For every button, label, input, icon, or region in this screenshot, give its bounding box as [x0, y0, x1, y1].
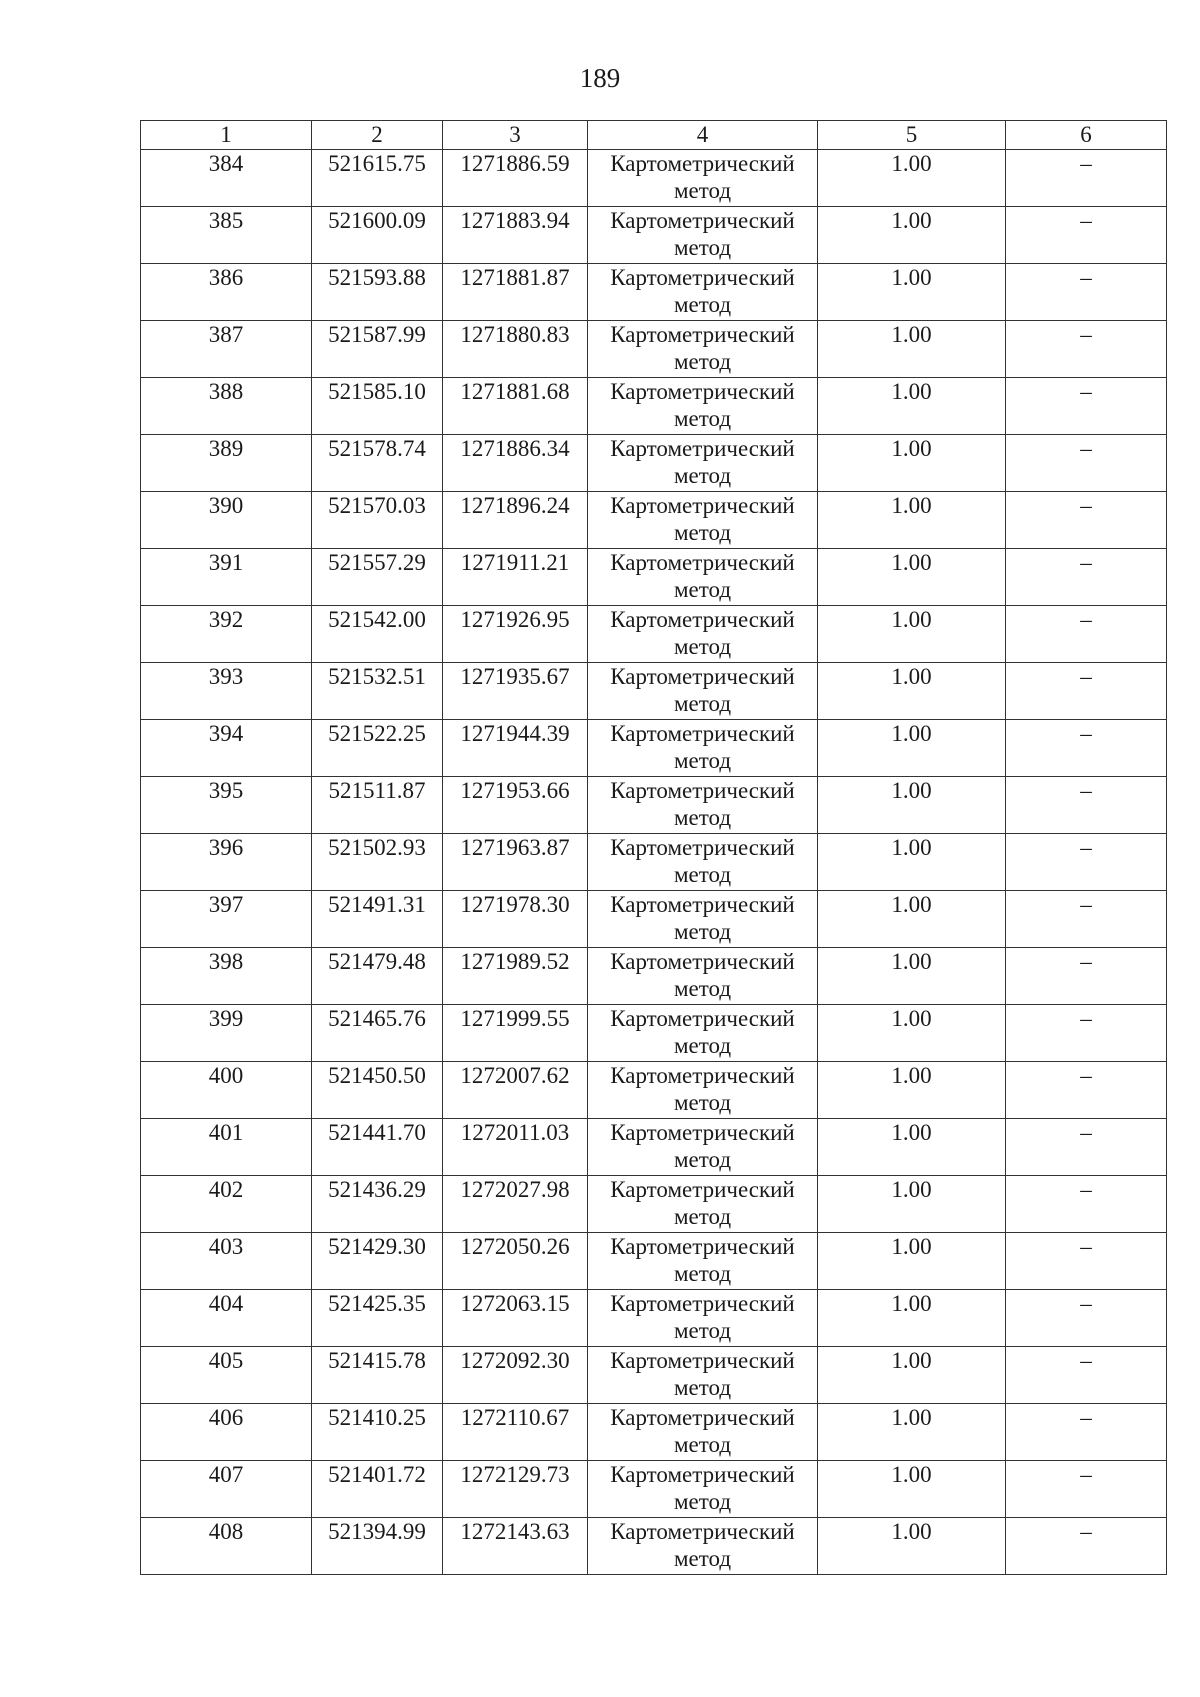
table-row	[141, 1518, 1167, 1575]
coordinate-x: 521450.50	[312, 1062, 443, 1119]
accuracy-value: 1.00	[818, 663, 1006, 720]
method-cell	[588, 1461, 818, 1518]
column-6-value: –	[1006, 435, 1167, 492]
method-text-line1: Картометрический	[610, 1462, 795, 1487]
column-6-value: –	[1006, 720, 1167, 777]
coordinate-x: 521441.70	[312, 1119, 443, 1176]
point-number: 392	[141, 606, 312, 663]
method-cell	[588, 606, 818, 663]
method-cell	[588, 1005, 818, 1062]
column-6-value: –	[1006, 1005, 1167, 1062]
table-row	[141, 1119, 1167, 1176]
coordinate-x: 521570.03	[312, 492, 443, 549]
coordinate-y: 1271886.59	[443, 150, 588, 207]
column-6-value: –	[1006, 1233, 1167, 1290]
coordinate-x: 521522.25	[312, 720, 443, 777]
coordinate-y: 1271978.30	[443, 891, 588, 948]
coordinate-x: 521425.35	[312, 1290, 443, 1347]
coordinate-x: 521415.78	[312, 1347, 443, 1404]
coordinate-y: 1271953.66	[443, 777, 588, 834]
coordinate-x: 521479.48	[312, 948, 443, 1005]
method-text-line2: метод	[673, 1375, 732, 1400]
column-6-value: –	[1006, 606, 1167, 663]
column-6-value: –	[1006, 492, 1167, 549]
point-number: 398	[141, 948, 312, 1005]
method-text-line1: Картометрический	[610, 493, 795, 518]
table-row	[141, 321, 1167, 378]
coordinate-y: 1271911.21	[443, 549, 588, 606]
method-text-line1: Картометрический	[610, 1120, 795, 1145]
method-text-line2: метод	[673, 976, 732, 1001]
accuracy-value: 1.00	[818, 1005, 1006, 1062]
method-text-line1: Картометрический	[610, 151, 795, 176]
accuracy-value: 1.00	[818, 435, 1006, 492]
method-cell	[588, 264, 818, 321]
coordinate-y: 1271896.24	[443, 492, 588, 549]
point-number: 393	[141, 663, 312, 720]
accuracy-value: 1.00	[818, 1347, 1006, 1404]
column-6-value: –	[1006, 1404, 1167, 1461]
accuracy-value: 1.00	[818, 321, 1006, 378]
method-text-line1: Картометрический	[610, 1234, 795, 1259]
column-6-value: –	[1006, 1347, 1167, 1404]
method-cell	[588, 435, 818, 492]
point-number: 405	[141, 1347, 312, 1404]
coordinate-x: 521542.00	[312, 606, 443, 663]
coordinate-y: 1271963.87	[443, 834, 588, 891]
column-6-value: –	[1006, 321, 1167, 378]
coordinate-x: 521557.29	[312, 549, 443, 606]
coordinate-x: 521401.72	[312, 1461, 443, 1518]
method-cell	[588, 492, 818, 549]
column-6-value: –	[1006, 378, 1167, 435]
column-6-value: –	[1006, 150, 1167, 207]
point-number: 394	[141, 720, 312, 777]
method-text-line1: Картометрический	[610, 379, 795, 404]
coordinate-y: 1271989.52	[443, 948, 588, 1005]
method-text-line2: метод	[673, 1261, 732, 1286]
method-text-line2: метод	[673, 1489, 732, 1514]
coordinate-y: 1271926.95	[443, 606, 588, 663]
coordinate-x: 521502.93	[312, 834, 443, 891]
method-text-line2: метод	[673, 577, 732, 602]
table-row	[141, 492, 1167, 549]
coordinate-y: 1272110.67	[443, 1404, 588, 1461]
column-header: 5	[818, 121, 1006, 150]
point-number: 397	[141, 891, 312, 948]
column-6-value: –	[1006, 1461, 1167, 1518]
column-6-value: –	[1006, 1119, 1167, 1176]
coordinate-y: 1272011.03	[443, 1119, 588, 1176]
column-header: 4	[588, 121, 818, 150]
table-row	[141, 663, 1167, 720]
column-6-value: –	[1006, 207, 1167, 264]
accuracy-value: 1.00	[818, 1062, 1006, 1119]
table-row	[141, 948, 1167, 1005]
point-number: 408	[141, 1518, 312, 1575]
accuracy-value: 1.00	[818, 492, 1006, 549]
accuracy-value: 1.00	[818, 549, 1006, 606]
accuracy-value: 1.00	[818, 1176, 1006, 1233]
accuracy-value: 1.00	[818, 1518, 1006, 1575]
table-row	[141, 435, 1167, 492]
table-row	[141, 264, 1167, 321]
point-number: 400	[141, 1062, 312, 1119]
point-number: 402	[141, 1176, 312, 1233]
table-row	[141, 1347, 1167, 1404]
table-row	[141, 1005, 1167, 1062]
method-text-line2: метод	[673, 805, 732, 830]
coordinate-y: 1272092.30	[443, 1347, 588, 1404]
method-text-line1: Картометрический	[610, 208, 795, 233]
column-6-value: –	[1006, 834, 1167, 891]
coordinate-x: 521532.51	[312, 663, 443, 720]
method-cell	[588, 663, 818, 720]
column-6-value: –	[1006, 549, 1167, 606]
point-number: 390	[141, 492, 312, 549]
coordinate-x: 521429.30	[312, 1233, 443, 1290]
coordinate-y: 1271880.83	[443, 321, 588, 378]
method-text-line2: метод	[673, 634, 732, 659]
method-cell	[588, 777, 818, 834]
coordinate-x: 521394.99	[312, 1518, 443, 1575]
method-text-line2: метод	[673, 919, 732, 944]
table-body	[141, 150, 1167, 1575]
method-text-line2: метод	[673, 406, 732, 431]
table-row	[141, 1290, 1167, 1347]
method-cell	[588, 378, 818, 435]
column-6-value: –	[1006, 948, 1167, 1005]
method-text-line2: метод	[673, 463, 732, 488]
method-cell	[588, 1062, 818, 1119]
accuracy-value: 1.00	[818, 207, 1006, 264]
coordinate-x: 521585.10	[312, 378, 443, 435]
column-6-value: –	[1006, 1518, 1167, 1575]
column-6-value: –	[1006, 1290, 1167, 1347]
coordinate-y: 1272129.73	[443, 1461, 588, 1518]
method-text-line1: Картометрический	[610, 1177, 795, 1202]
method-text-line2: метод	[673, 1204, 732, 1229]
method-text-line2: метод	[673, 1432, 732, 1457]
accuracy-value: 1.00	[818, 777, 1006, 834]
method-text-line2: метод	[673, 862, 732, 887]
method-cell	[588, 1290, 818, 1347]
point-number: 395	[141, 777, 312, 834]
coordinate-y: 1272050.26	[443, 1233, 588, 1290]
method-cell	[588, 1233, 818, 1290]
table-header-row	[141, 121, 1167, 150]
method-text-line2: метод	[673, 691, 732, 716]
coordinate-x: 521410.25	[312, 1404, 443, 1461]
method-cell	[588, 1119, 818, 1176]
method-text-line1: Картометрический	[610, 265, 795, 290]
coordinate-y: 1272007.62	[443, 1062, 588, 1119]
method-text-line2: метод	[673, 292, 732, 317]
coordinate-x: 521491.31	[312, 891, 443, 948]
accuracy-value: 1.00	[818, 264, 1006, 321]
method-text-line2: метод	[673, 1147, 732, 1172]
table-row	[141, 606, 1167, 663]
coordinate-y: 1271935.67	[443, 663, 588, 720]
column-6-value: –	[1006, 777, 1167, 834]
coordinate-y: 1271883.94	[443, 207, 588, 264]
method-text-line2: метод	[673, 349, 732, 374]
accuracy-value: 1.00	[818, 1290, 1006, 1347]
method-text-line1: Картометрический	[610, 436, 795, 461]
coordinate-y: 1272143.63	[443, 1518, 588, 1575]
accuracy-value: 1.00	[818, 378, 1006, 435]
method-text-line1: Картометрический	[610, 949, 795, 974]
column-header: 6	[1006, 121, 1167, 150]
accuracy-value: 1.00	[818, 1461, 1006, 1518]
table-row	[141, 150, 1167, 207]
coordinate-y: 1271999.55	[443, 1005, 588, 1062]
point-number: 399	[141, 1005, 312, 1062]
column-6-value: –	[1006, 264, 1167, 321]
table-row	[141, 1461, 1167, 1518]
method-cell	[588, 1404, 818, 1461]
accuracy-value: 1.00	[818, 948, 1006, 1005]
coordinate-x: 521511.87	[312, 777, 443, 834]
method-text-line2: метод	[673, 520, 732, 545]
table-row	[141, 720, 1167, 777]
point-number: 385	[141, 207, 312, 264]
point-number: 396	[141, 834, 312, 891]
accuracy-value: 1.00	[818, 891, 1006, 948]
accuracy-value: 1.00	[818, 834, 1006, 891]
coordinate-x: 521587.99	[312, 321, 443, 378]
column-6-value: –	[1006, 1062, 1167, 1119]
method-text-line1: Картометрический	[610, 778, 795, 803]
coordinate-y: 1271944.39	[443, 720, 588, 777]
method-cell	[588, 948, 818, 1005]
method-cell	[588, 1347, 818, 1404]
method-cell	[588, 720, 818, 777]
coordinate-y: 1271881.68	[443, 378, 588, 435]
column-6-value: –	[1006, 1176, 1167, 1233]
method-text-line2: метод	[673, 1546, 732, 1571]
column-6-value: –	[1006, 891, 1167, 948]
table-row	[141, 1176, 1167, 1233]
method-cell	[588, 1518, 818, 1575]
coordinate-y: 1271886.34	[443, 435, 588, 492]
method-text-line1: Картометрический	[610, 1519, 795, 1544]
point-number: 387	[141, 321, 312, 378]
point-number: 401	[141, 1119, 312, 1176]
coordinate-x: 521615.75	[312, 150, 443, 207]
coordinates-table	[140, 120, 1167, 1575]
method-text-line1: Картометрический	[610, 1063, 795, 1088]
method-text-line1: Картометрический	[610, 1348, 795, 1373]
method-text-line2: метод	[673, 235, 732, 260]
accuracy-value: 1.00	[818, 606, 1006, 663]
page-number: 189	[579, 63, 621, 93]
method-text-line1: Картометрический	[610, 1405, 795, 1430]
accuracy-value: 1.00	[818, 1404, 1006, 1461]
coordinate-x: 521600.09	[312, 207, 443, 264]
column-header: 2	[312, 121, 443, 150]
method-text-line1: Картометрический	[610, 607, 795, 632]
method-text-line1: Картометрический	[610, 550, 795, 575]
method-cell	[588, 207, 818, 264]
point-number: 406	[141, 1404, 312, 1461]
method-text-line2: метод	[673, 748, 732, 773]
column-header: 1	[141, 121, 312, 150]
method-cell	[588, 891, 818, 948]
method-text-line1: Картометрический	[610, 1006, 795, 1031]
point-number: 386	[141, 264, 312, 321]
method-text-line2: метод	[673, 1033, 732, 1058]
method-text-line2: метод	[673, 178, 732, 203]
accuracy-value: 1.00	[818, 720, 1006, 777]
method-cell	[588, 150, 818, 207]
method-cell	[588, 321, 818, 378]
method-text-line1: Картометрический	[610, 835, 795, 860]
point-number: 384	[141, 150, 312, 207]
coordinate-y: 1272063.15	[443, 1290, 588, 1347]
method-text-line1: Картометрический	[610, 664, 795, 689]
method-text-line2: метод	[673, 1090, 732, 1115]
table-row	[141, 891, 1167, 948]
table-row	[141, 834, 1167, 891]
method-text-line1: Картометрический	[610, 322, 795, 347]
point-number: 403	[141, 1233, 312, 1290]
coordinate-x: 521465.76	[312, 1005, 443, 1062]
coordinate-x: 521578.74	[312, 435, 443, 492]
table-row	[141, 378, 1167, 435]
column-header: 3	[443, 121, 588, 150]
accuracy-value: 1.00	[818, 1233, 1006, 1290]
method-text-line1: Картометрический	[610, 1291, 795, 1316]
method-text-line1: Картометрический	[610, 892, 795, 917]
method-cell	[588, 1176, 818, 1233]
column-6-value: –	[1006, 663, 1167, 720]
table-row	[141, 207, 1167, 264]
point-number: 388	[141, 378, 312, 435]
method-cell	[588, 834, 818, 891]
coordinate-x: 521436.29	[312, 1176, 443, 1233]
method-text-line1: Картометрический	[610, 721, 795, 746]
point-number: 407	[141, 1461, 312, 1518]
point-number: 404	[141, 1290, 312, 1347]
coordinate-y: 1271881.87	[443, 264, 588, 321]
table-row	[141, 777, 1167, 834]
coordinate-y: 1272027.98	[443, 1176, 588, 1233]
table-row	[141, 1233, 1167, 1290]
accuracy-value: 1.00	[818, 1119, 1006, 1176]
point-number: 391	[141, 549, 312, 606]
method-text-line2: метод	[673, 1318, 732, 1343]
point-number: 389	[141, 435, 312, 492]
table-row	[141, 549, 1167, 606]
method-cell	[588, 549, 818, 606]
accuracy-value: 1.00	[818, 150, 1006, 207]
coordinate-x: 521593.88	[312, 264, 443, 321]
table-row	[141, 1404, 1167, 1461]
table-row	[141, 1062, 1167, 1119]
